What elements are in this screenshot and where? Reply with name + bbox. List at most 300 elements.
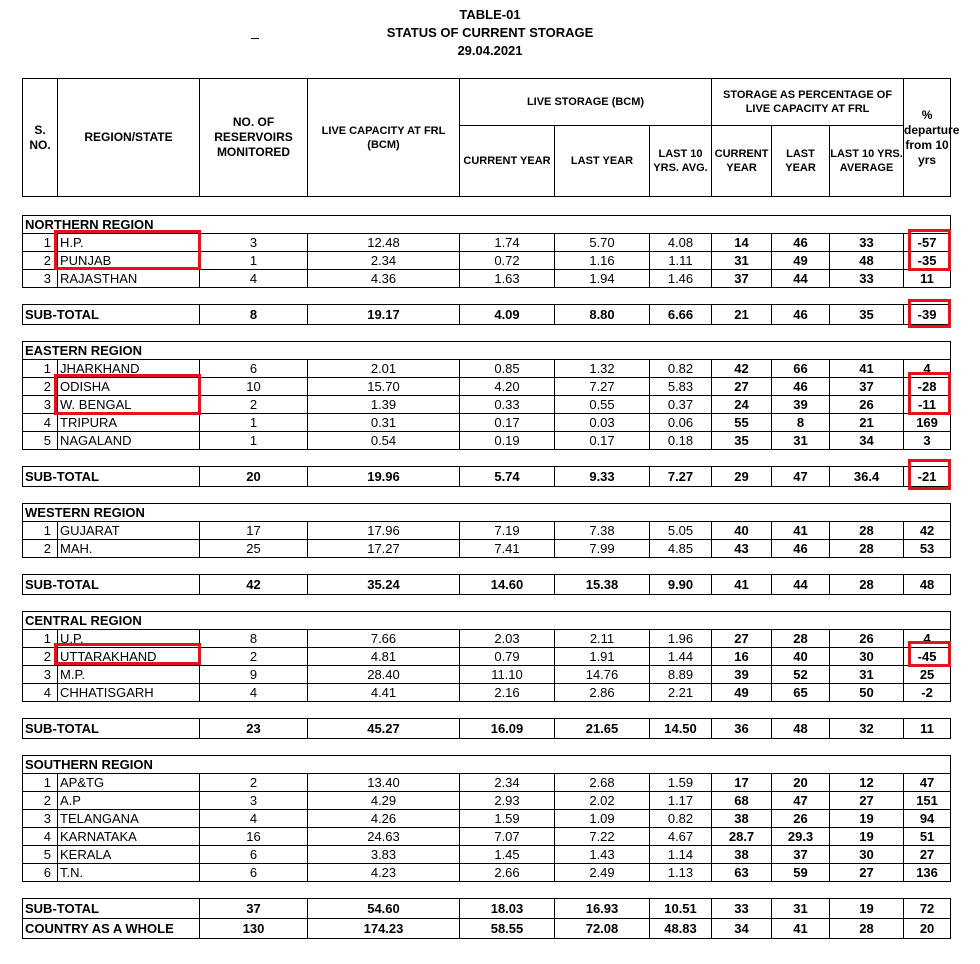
subtotal-departure: 48 bbox=[904, 575, 951, 595]
cell-pct-current-year: 49 bbox=[712, 684, 772, 702]
cell-current-year: 0.79 bbox=[460, 648, 555, 666]
cell-last-10-avg: 5.05 bbox=[650, 522, 712, 540]
cell-pct-last-10: 33 bbox=[830, 270, 904, 288]
cell-reservoirs: 2 bbox=[200, 648, 308, 666]
blank-cell bbox=[830, 216, 904, 234]
region-name: SOUTHERN REGION bbox=[23, 756, 200, 774]
spacer-row bbox=[23, 288, 951, 305]
cell-live-capacity: 0.54 bbox=[308, 432, 460, 450]
blank-cell bbox=[308, 342, 460, 360]
blank-cell bbox=[712, 342, 772, 360]
blank-cell bbox=[904, 504, 951, 522]
subtotal-pct-current-year: 29 bbox=[712, 467, 772, 487]
blank-cell bbox=[555, 216, 650, 234]
cell-live-capacity: 1.39 bbox=[308, 396, 460, 414]
spacer-row bbox=[23, 702, 951, 719]
subtotal-row bbox=[23, 575, 951, 595]
cell-pct-current-year: 68 bbox=[712, 792, 772, 810]
blank-cell bbox=[650, 342, 712, 360]
cell-state: JHARKHAND bbox=[58, 360, 200, 378]
cell-last-year: 7.27 bbox=[555, 378, 650, 396]
spacer-cell bbox=[23, 487, 951, 504]
cell-reservoirs: 8 bbox=[200, 630, 308, 648]
spacer-row bbox=[23, 882, 951, 899]
cell-pct-last-year: 8 bbox=[772, 414, 830, 432]
cell-pct-current-year: 27 bbox=[712, 378, 772, 396]
subtotal-reservoirs: 20 bbox=[200, 467, 308, 487]
spacer-row bbox=[23, 558, 951, 575]
cell-current-year: 7.41 bbox=[460, 540, 555, 558]
cell-departure: 53 bbox=[904, 540, 951, 558]
cell-pct-last-year: 20 bbox=[772, 774, 830, 792]
table-number: TABLE-01 bbox=[459, 7, 521, 22]
cell-pct-last-10: 28 bbox=[830, 540, 904, 558]
table-row bbox=[23, 360, 951, 378]
cell-pct-last-year: 44 bbox=[772, 270, 830, 288]
blank-cell bbox=[555, 756, 650, 774]
cell-departure: -28 bbox=[904, 378, 951, 396]
cell-last-year: 7.22 bbox=[555, 828, 650, 846]
cell-last-10-avg: 1.14 bbox=[650, 846, 712, 864]
cell-sno: 2 bbox=[23, 378, 58, 396]
subtotal-last-year: 8.80 bbox=[555, 305, 650, 325]
blank-cell bbox=[830, 756, 904, 774]
cell-departure: 151 bbox=[904, 792, 951, 810]
cell-last-10-avg: 4.08 bbox=[650, 234, 712, 252]
spacer-row bbox=[23, 197, 951, 216]
cell-pct-last-10: 28 bbox=[830, 522, 904, 540]
dash-mark bbox=[251, 38, 259, 39]
subtotal-departure: 11 bbox=[904, 719, 951, 739]
cell-state: CHHATISGARH bbox=[58, 684, 200, 702]
cell-current-year: 1.59 bbox=[460, 810, 555, 828]
cell-sno: 1 bbox=[23, 522, 58, 540]
cell-departure: 94 bbox=[904, 810, 951, 828]
cell-pct-last-year: 46 bbox=[772, 234, 830, 252]
cell-current-year: 0.85 bbox=[460, 360, 555, 378]
country-total-row bbox=[23, 919, 951, 939]
cell-state: H.P. bbox=[58, 234, 200, 252]
subtotal-current-year: 4.09 bbox=[460, 305, 555, 325]
spacer-row bbox=[23, 595, 951, 612]
table-row bbox=[23, 234, 951, 252]
table-row bbox=[23, 414, 951, 432]
header-pct-last-year: LAST YEAR bbox=[772, 126, 830, 197]
country-total-reservoirs: 130 bbox=[200, 919, 308, 939]
cell-last-year: 2.49 bbox=[555, 864, 650, 882]
blank-cell bbox=[712, 756, 772, 774]
subtotal-label: SUB-TOTAL bbox=[23, 899, 200, 919]
cell-live-capacity: 2.34 bbox=[308, 252, 460, 270]
cell-live-capacity: 28.40 bbox=[308, 666, 460, 684]
subtotal-last-year: 9.33 bbox=[555, 467, 650, 487]
cell-pct-last-10: 30 bbox=[830, 648, 904, 666]
cell-state: NAGALAND bbox=[58, 432, 200, 450]
cell-pct-current-year: 16 bbox=[712, 648, 772, 666]
cell-last-year: 0.17 bbox=[555, 432, 650, 450]
table-row bbox=[23, 630, 951, 648]
cell-live-capacity: 24.63 bbox=[308, 828, 460, 846]
cell-sno: 3 bbox=[23, 666, 58, 684]
cell-current-year: 2.34 bbox=[460, 774, 555, 792]
cell-last-year: 7.99 bbox=[555, 540, 650, 558]
subtotal-reservoirs: 8 bbox=[200, 305, 308, 325]
cell-last-year: 2.11 bbox=[555, 630, 650, 648]
cell-live-capacity: 4.81 bbox=[308, 648, 460, 666]
blank-cell bbox=[460, 756, 555, 774]
header-sno: S. NO. bbox=[23, 79, 58, 197]
blank-cell bbox=[555, 612, 650, 630]
cell-reservoirs: 1 bbox=[200, 414, 308, 432]
header-pct-last-10: LAST 10 YRS. AVERAGE bbox=[830, 126, 904, 197]
cell-pct-last-year: 26 bbox=[772, 810, 830, 828]
cell-state: TRIPURA bbox=[58, 414, 200, 432]
blank-cell bbox=[904, 612, 951, 630]
blank-cell bbox=[308, 612, 460, 630]
blank-cell bbox=[650, 756, 712, 774]
country-total-last-year: 72.08 bbox=[555, 919, 650, 939]
spacer-cell bbox=[23, 882, 951, 899]
cell-reservoirs: 9 bbox=[200, 666, 308, 684]
subtotal-pct-current-year: 41 bbox=[712, 575, 772, 595]
cell-current-year: 11.10 bbox=[460, 666, 555, 684]
table-row bbox=[23, 846, 951, 864]
cell-live-capacity: 4.36 bbox=[308, 270, 460, 288]
cell-departure: -2 bbox=[904, 684, 951, 702]
spacer-cell bbox=[23, 450, 951, 467]
cell-current-year: 2.93 bbox=[460, 792, 555, 810]
storage-table bbox=[22, 78, 960, 939]
cell-pct-current-year: 63 bbox=[712, 864, 772, 882]
cell-pct-current-year: 24 bbox=[712, 396, 772, 414]
cell-departure: 11 bbox=[904, 270, 951, 288]
subtotal-row bbox=[23, 899, 951, 919]
cell-departure: -11 bbox=[904, 396, 951, 414]
cell-departure: -35 bbox=[904, 252, 951, 270]
cell-current-year: 7.07 bbox=[460, 828, 555, 846]
cell-last-10-avg: 0.82 bbox=[650, 360, 712, 378]
header-storage-percentage: STORAGE AS PERCENTAGE OF LIVE CAPACITY AT FRL bbox=[712, 79, 904, 126]
subtotal-label: SUB-TOTAL bbox=[23, 575, 200, 595]
spacer-row bbox=[23, 739, 951, 756]
blank-cell bbox=[772, 756, 830, 774]
region-name: WESTERN REGION bbox=[23, 504, 200, 522]
table-row bbox=[23, 666, 951, 684]
cell-pct-last-10: 34 bbox=[830, 432, 904, 450]
cell-state: RAJASTHAN bbox=[58, 270, 200, 288]
spacer-row bbox=[23, 487, 951, 504]
cell-sno: 1 bbox=[23, 234, 58, 252]
subtotal-pct-last-10: 19 bbox=[830, 899, 904, 919]
cell-live-capacity: 17.27 bbox=[308, 540, 460, 558]
subtotal-last-10-avg: 6.66 bbox=[650, 305, 712, 325]
cell-pct-last-year: 47 bbox=[772, 792, 830, 810]
cell-departure: 4 bbox=[904, 630, 951, 648]
cell-pct-last-year: 46 bbox=[772, 540, 830, 558]
cell-live-capacity: 2.01 bbox=[308, 360, 460, 378]
cell-last-10-avg: 1.46 bbox=[650, 270, 712, 288]
cell-departure: 4 bbox=[904, 360, 951, 378]
cell-current-year: 0.72 bbox=[460, 252, 555, 270]
cell-pct-last-10: 19 bbox=[830, 810, 904, 828]
cell-reservoirs: 6 bbox=[200, 864, 308, 882]
table-date: 29.04.2021 bbox=[457, 43, 523, 58]
blank-cell bbox=[712, 504, 772, 522]
cell-last-year: 1.09 bbox=[555, 810, 650, 828]
cell-reservoirs: 6 bbox=[200, 846, 308, 864]
cell-pct-current-year: 42 bbox=[712, 360, 772, 378]
table-row bbox=[23, 774, 951, 792]
cell-sno: 1 bbox=[23, 630, 58, 648]
country-total-current-year: 58.55 bbox=[460, 919, 555, 939]
cell-last-10-avg: 4.67 bbox=[650, 828, 712, 846]
subtotal-current-year: 18.03 bbox=[460, 899, 555, 919]
cell-current-year: 1.63 bbox=[460, 270, 555, 288]
spacer-cell bbox=[23, 288, 951, 305]
blank-cell bbox=[650, 612, 712, 630]
cell-pct-current-year: 27 bbox=[712, 630, 772, 648]
cell-live-capacity: 12.48 bbox=[308, 234, 460, 252]
cell-departure: 47 bbox=[904, 774, 951, 792]
cell-pct-last-year: 65 bbox=[772, 684, 830, 702]
subtotal-current-year: 16.09 bbox=[460, 719, 555, 739]
cell-pct-current-year: 35 bbox=[712, 432, 772, 450]
region-header-row bbox=[23, 612, 951, 630]
cell-live-capacity: 13.40 bbox=[308, 774, 460, 792]
blank-cell bbox=[830, 612, 904, 630]
cell-pct-last-10: 12 bbox=[830, 774, 904, 792]
cell-live-capacity: 7.66 bbox=[308, 630, 460, 648]
cell-state: A.P bbox=[58, 792, 200, 810]
region-name: NORTHERN REGION bbox=[23, 216, 200, 234]
cell-reservoirs: 3 bbox=[200, 792, 308, 810]
cell-current-year: 4.20 bbox=[460, 378, 555, 396]
cell-current-year: 1.45 bbox=[460, 846, 555, 864]
cell-last-10-avg: 0.37 bbox=[650, 396, 712, 414]
cell-last-year: 5.70 bbox=[555, 234, 650, 252]
cell-state: TELANGANA bbox=[58, 810, 200, 828]
subtotal-live-capacity: 54.60 bbox=[308, 899, 460, 919]
header-reservoirs: NO. OF RESERVOIRS MONITORED bbox=[200, 79, 308, 197]
table-row bbox=[23, 432, 951, 450]
cell-last-year: 7.38 bbox=[555, 522, 650, 540]
cell-state: ODISHA bbox=[58, 378, 200, 396]
header-pct-current-year: CURRENT YEAR bbox=[712, 126, 772, 197]
cell-pct-current-year: 28.7 bbox=[712, 828, 772, 846]
cell-live-capacity: 4.26 bbox=[308, 810, 460, 828]
subtotal-row bbox=[23, 719, 951, 739]
subtotal-label: SUB-TOTAL bbox=[23, 305, 200, 325]
cell-pct-current-year: 14 bbox=[712, 234, 772, 252]
subtotal-departure: -21 bbox=[904, 467, 951, 487]
cell-pct-current-year: 43 bbox=[712, 540, 772, 558]
cell-reservoirs: 4 bbox=[200, 270, 308, 288]
blank-cell bbox=[200, 612, 308, 630]
cell-last-10-avg: 1.96 bbox=[650, 630, 712, 648]
table-row bbox=[23, 252, 951, 270]
region-name: CENTRAL REGION bbox=[23, 612, 200, 630]
cell-last-10-avg: 1.13 bbox=[650, 864, 712, 882]
blank-cell bbox=[308, 504, 460, 522]
cell-last-10-avg: 1.44 bbox=[650, 648, 712, 666]
subtotal-row bbox=[23, 467, 951, 487]
cell-last-year: 2.68 bbox=[555, 774, 650, 792]
subtotal-reservoirs: 42 bbox=[200, 575, 308, 595]
cell-reservoirs: 4 bbox=[200, 684, 308, 702]
subtotal-pct-last-year: 48 bbox=[772, 719, 830, 739]
cell-pct-last-10: 37 bbox=[830, 378, 904, 396]
spacer-row bbox=[23, 450, 951, 467]
blank-cell bbox=[555, 504, 650, 522]
table-row bbox=[23, 792, 951, 810]
cell-departure: 3 bbox=[904, 432, 951, 450]
blank-cell bbox=[712, 612, 772, 630]
blank-cell bbox=[712, 216, 772, 234]
header-region-state: REGION/STATE bbox=[58, 79, 200, 197]
blank-cell bbox=[460, 612, 555, 630]
cell-last-10-avg: 2.21 bbox=[650, 684, 712, 702]
table-row bbox=[23, 378, 951, 396]
country-total-pct-last-10: 28 bbox=[830, 919, 904, 939]
blank-cell bbox=[904, 216, 951, 234]
subtotal-pct-last-year: 47 bbox=[772, 467, 830, 487]
cell-last-10-avg: 5.83 bbox=[650, 378, 712, 396]
cell-pct-last-10: 19 bbox=[830, 828, 904, 846]
spacer-cell bbox=[23, 595, 951, 612]
cell-live-capacity: 4.29 bbox=[308, 792, 460, 810]
cell-last-year: 0.55 bbox=[555, 396, 650, 414]
cell-last-year: 1.94 bbox=[555, 270, 650, 288]
cell-sno: 2 bbox=[23, 648, 58, 666]
cell-state: T.N. bbox=[58, 864, 200, 882]
blank-cell bbox=[830, 342, 904, 360]
subtotal-last-10-avg: 14.50 bbox=[650, 719, 712, 739]
cell-pct-current-year: 39 bbox=[712, 666, 772, 684]
subtotal-pct-last-year: 46 bbox=[772, 305, 830, 325]
subtotal-pct-last-10: 36.4 bbox=[830, 467, 904, 487]
cell-live-capacity: 4.23 bbox=[308, 864, 460, 882]
cell-pct-last-10: 21 bbox=[830, 414, 904, 432]
cell-last-10-avg: 1.17 bbox=[650, 792, 712, 810]
subtotal-last-10-avg: 9.90 bbox=[650, 575, 712, 595]
subtotal-pct-last-10: 32 bbox=[830, 719, 904, 739]
blank-cell bbox=[460, 342, 555, 360]
cell-state: M.P. bbox=[58, 666, 200, 684]
cell-live-capacity: 3.83 bbox=[308, 846, 460, 864]
blank-cell bbox=[650, 216, 712, 234]
blank-cell bbox=[308, 216, 460, 234]
country-total-live-capacity: 174.23 bbox=[308, 919, 460, 939]
cell-sno: 2 bbox=[23, 792, 58, 810]
cell-pct-last-year: 29.3 bbox=[772, 828, 830, 846]
table-row bbox=[23, 270, 951, 288]
cell-last-year: 1.91 bbox=[555, 648, 650, 666]
cell-sno: 4 bbox=[23, 828, 58, 846]
cell-live-capacity: 17.96 bbox=[308, 522, 460, 540]
cell-last-year: 2.86 bbox=[555, 684, 650, 702]
subtotal-pct-current-year: 33 bbox=[712, 899, 772, 919]
cell-pct-current-year: 17 bbox=[712, 774, 772, 792]
cell-pct-last-year: 28 bbox=[772, 630, 830, 648]
cell-last-10-avg: 0.18 bbox=[650, 432, 712, 450]
cell-pct-current-year: 31 bbox=[712, 252, 772, 270]
region-header-row bbox=[23, 504, 951, 522]
country-total-pct-last-year: 41 bbox=[772, 919, 830, 939]
cell-state: KARNATAKA bbox=[58, 828, 200, 846]
cell-pct-last-10: 26 bbox=[830, 630, 904, 648]
cell-pct-last-10: 48 bbox=[830, 252, 904, 270]
cell-last-10-avg: 8.89 bbox=[650, 666, 712, 684]
subtotal-pct-last-10: 28 bbox=[830, 575, 904, 595]
cell-sno: 6 bbox=[23, 864, 58, 882]
header-last-year: LAST YEAR bbox=[555, 126, 650, 197]
country-total-pct-current-year: 34 bbox=[712, 919, 772, 939]
subtotal-last-10-avg: 10.51 bbox=[650, 899, 712, 919]
table-row bbox=[23, 828, 951, 846]
cell-current-year: 2.66 bbox=[460, 864, 555, 882]
blank-cell bbox=[904, 342, 951, 360]
blank-cell bbox=[772, 342, 830, 360]
cell-current-year: 0.19 bbox=[460, 432, 555, 450]
cell-live-capacity: 4.41 bbox=[308, 684, 460, 702]
cell-pct-last-year: 41 bbox=[772, 522, 830, 540]
cell-pct-last-year: 40 bbox=[772, 648, 830, 666]
cell-reservoirs: 1 bbox=[200, 252, 308, 270]
cell-sno: 2 bbox=[23, 540, 58, 558]
cell-pct-last-year: 49 bbox=[772, 252, 830, 270]
blank-cell bbox=[460, 504, 555, 522]
cell-state: U.P. bbox=[58, 630, 200, 648]
table-row bbox=[23, 648, 951, 666]
cell-departure: 169 bbox=[904, 414, 951, 432]
cell-state: UTTARAKHAND bbox=[58, 648, 200, 666]
cell-pct-last-10: 33 bbox=[830, 234, 904, 252]
cell-pct-last-year: 59 bbox=[772, 864, 830, 882]
blank-cell bbox=[904, 756, 951, 774]
header-current-year: CURRENT YEAR bbox=[460, 126, 555, 197]
subtotal-row bbox=[23, 305, 951, 325]
cell-reservoirs: 17 bbox=[200, 522, 308, 540]
blank-cell bbox=[308, 756, 460, 774]
cell-pct-last-year: 39 bbox=[772, 396, 830, 414]
cell-pct-last-year: 37 bbox=[772, 846, 830, 864]
subtotal-label: SUB-TOTAL bbox=[23, 719, 200, 739]
cell-departure: -57 bbox=[904, 234, 951, 252]
subtotal-pct-last-year: 31 bbox=[772, 899, 830, 919]
cell-sno: 3 bbox=[23, 270, 58, 288]
blank-cell bbox=[772, 216, 830, 234]
blank-cell bbox=[772, 612, 830, 630]
cell-last-10-avg: 0.82 bbox=[650, 810, 712, 828]
cell-sno: 1 bbox=[23, 360, 58, 378]
cell-reservoirs: 10 bbox=[200, 378, 308, 396]
cell-sno: 4 bbox=[23, 684, 58, 702]
cell-state: GUJARAT bbox=[58, 522, 200, 540]
cell-pct-last-year: 52 bbox=[772, 666, 830, 684]
cell-departure: 27 bbox=[904, 846, 951, 864]
cell-live-capacity: 0.31 bbox=[308, 414, 460, 432]
cell-current-year: 2.16 bbox=[460, 684, 555, 702]
cell-sno: 5 bbox=[23, 846, 58, 864]
subtotal-reservoirs: 37 bbox=[200, 899, 308, 919]
region-header-row bbox=[23, 342, 951, 360]
spacer-cell bbox=[23, 739, 951, 756]
cell-pct-current-year: 40 bbox=[712, 522, 772, 540]
cell-reservoirs: 3 bbox=[200, 234, 308, 252]
subtotal-last-10-avg: 7.27 bbox=[650, 467, 712, 487]
cell-reservoirs: 2 bbox=[200, 774, 308, 792]
blank-cell bbox=[772, 504, 830, 522]
